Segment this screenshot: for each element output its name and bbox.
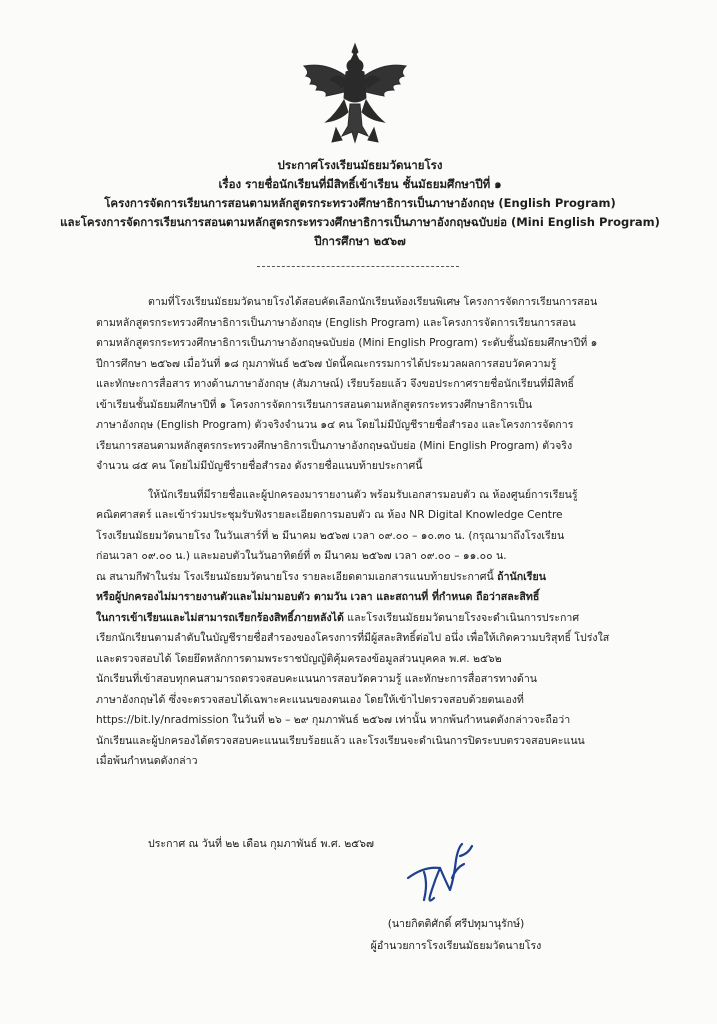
para1-line: ตามที่โรงเรียนมัธยมวัดนายโรงได้สอบคัดเลือกนักเรียนห้องเรียนพิเศษ โครงการจัดการเรียนการสอน	[148, 296, 598, 308]
para2-line: คณิตศาสตร์ และเข้าร่วมประชุมรับฟังรายละเอียดการมอบตัว ณ ห้อง NR Digital Knowledge Centre	[96, 509, 563, 521]
para2-line: เมื่อพ้นกำหนดดังกล่าว	[96, 755, 198, 767]
signer-name: (นายกิตติศักดิ์ ศรีปทุมานุรักษ์)	[387, 918, 525, 930]
para2-line: โรงเรียนมัธยมวัดนายโรง ในวันเสาร์ที่ ๒ มีนาคม ๒๕๖๗ เวลา ๐๙.๐๐ – ๑๐.๓๐ น. (กรุณามาถึงโรงเรียน	[96, 529, 565, 542]
handwritten-signature-icon	[394, 838, 484, 910]
para2-line	[96, 608, 656, 629]
para2-line: ภาษาอังกฤษได้ ซึ่งจะตรวจสอบได้เฉพาะคะแนนของตนเอง โดยให้เข้าไปตรวจสอบด้วยตนเองที่	[96, 693, 524, 706]
header-subject: เรื่อง รายชื่อนักเรียนที่มีสิทธิ์เข้าเรียน ชั้นมัธยมศึกษาปีที่ ๑	[218, 177, 502, 191]
announcement-body	[96, 292, 656, 772]
para2-line: นักเรียนและผู้ปกครองได้ตรวจสอบคะแนนเรียบร้อยแล้ว และโรงเรียนจะดำเนินการปิดระบบตรวจสอบคะแนน	[96, 734, 585, 747]
para1-line: เข้าเรียนชั้นมัธยมศึกษาปีที่ ๑ โครงการจัดการเรียนการสอนตามหลักสูตรกระทรวงศึกษาธิการเป็น	[96, 398, 533, 411]
para2-line: เรียกนักเรียนตามลำดับในบัญชีรายชื่อสำรองของโครงการที่มีผู้สละสิทธิ์ต่อไป อนึ่ง เพื่อให้เกิดความบริสุทธิ์ โปร่งใส	[96, 632, 610, 644]
garuda-emblem-icon	[296, 42, 414, 148]
header-line-1: ประกาศโรงเรียนมัธยมวัดนายโรง	[277, 158, 443, 172]
para2-line: ก่อนเวลา ๐๙.๐๐ น.) และมอบตัวในวันอาทิตย์ที่ ๓ มีนาคม ๒๕๖๗ เวลา ๐๙.๐๐ – ๑๑.๐๐ น.	[96, 550, 507, 562]
para1-line: ปีการศึกษา ๒๕๖๗ เมื่อวันที่ ๑๘ กุมภาพันธ์ ๒๕๖๗ บัดนี้คณะกรรมการได้ประมวลผลการสอบวัดความรู้	[96, 357, 557, 370]
announcement-date: ประกาศ ณ วันที่ ๒๒ เดือน กุมภาพันธ์ พ.ศ. ๒๕๖๗	[148, 838, 374, 850]
para2-bold-text: ถ้านักเรียน	[497, 570, 546, 583]
header-line-4: และโครงการจัดการเรียนการสอนตามหลักสูตรกระทรวงศึกษาธิการเป็นภาษาอังกฤษฉบับย่อ (Mini English Program)	[60, 215, 660, 229]
para2-line	[96, 567, 656, 588]
para2-bold-line: หรือผู้ปกครองไม่มารายงานตัวและไม่มามอบตัว ตามวัน เวลา และสถานที่ ที่กำหนด ถือว่าสละสิทธิ์	[96, 591, 540, 603]
para2-line: https://bit.ly/nradmission ในวันที่ ๒๖ – ๒๙ กุมภาพันธ์ ๒๕๖๗ เท่านั้น หากพ้นกำหนดดังกล่าวจะถือว่า	[96, 714, 571, 726]
para1-line: เรียนการสอนตามหลักสูตรกระทรวงศึกษาธิการเป็นภาษาอังกฤษฉบับย่อ (Mini English Program) ตัวจริง	[96, 439, 573, 452]
header-academic-year: ปีการศึกษา ๒๕๖๗	[314, 234, 406, 248]
para2-line: ให้นักเรียนที่มีรายชื่อและผู้ปกครองมารายงานตัว พร้อมรับเอกสารมอบตัว ณ ห้องศูนย์การเรียนรู้	[148, 488, 578, 501]
para2-line: นักเรียนที่เข้าสอบทุกคนสามารถตรวจสอบคะแนนการสอบวัดความรู้ และทักษะการสื่อสารทางด้าน	[96, 673, 538, 685]
para2-bold-text: ในการเข้าเรียนและไม่สามารถเรียกร้องสิทธิ์ภายหลังได้	[96, 611, 344, 624]
para1-line: ตามหลักสูตรกระทรวงศึกษาธิการเป็นภาษาอังกฤษฉบับย่อ (Mini English Program) ระดับชั้นมัธยมศึกษาปีที่ ๑	[96, 337, 598, 349]
para1-line: ตามหลักสูตรกระทรวงศึกษาธิการเป็นภาษาอังกฤษ (English Program) และโครงการจัดการเรียนการสอน	[96, 316, 576, 329]
header-line-3: โครงการจัดการเรียนการสอนตามหลักสูตรกระทรวงศึกษาธิการเป็นภาษาอังกฤษ (English Program)	[104, 196, 616, 210]
para2-line-text: ณ สนามกีฬาในร่ม โรงเรียนมัธยมวัดนายโรง รายละเอียดตามเอกสารแนบท้ายประกาศนี้	[96, 570, 494, 583]
announcement-header	[40, 156, 680, 251]
header-divider	[257, 266, 459, 267]
para1-line: จำนวน ๘๕ คน โดยไม่มีบัญชีรายชื่อสำรอง ดังรายชื่อแนบท้ายประกาศนี้	[96, 460, 423, 472]
para2-line-text: และโรงเรียนมัธยมวัดนายโรงจะดำเนินการประกาศ	[347, 611, 580, 624]
para2-line: และตรวจสอบได้ โดยยึดหลักการตามพระราชบัญญัติคุ้มครองข้อมูลส่วนบุคคล พ.ศ. ๒๕๖๒	[96, 652, 502, 665]
signer-title: ผู้อำนวยการโรงเรียนมัธยมวัดนายโรง	[370, 940, 542, 952]
para1-line: และทักษะการสื่อสาร ทางด้านภาษาอังกฤษ (สัมภาษณ์) เรียบร้อยแล้ว จึงขอประกาศรายชื่อนักเรียนที่มีสิทธิ์	[96, 378, 575, 390]
para1-line: ภาษาอังกฤษ (English Program) ตัวจริงจำนวน ๑๔ คน โดยไม่มีบัญชีรายชื่อสำรอง และโครงการจัดการ	[96, 419, 574, 431]
